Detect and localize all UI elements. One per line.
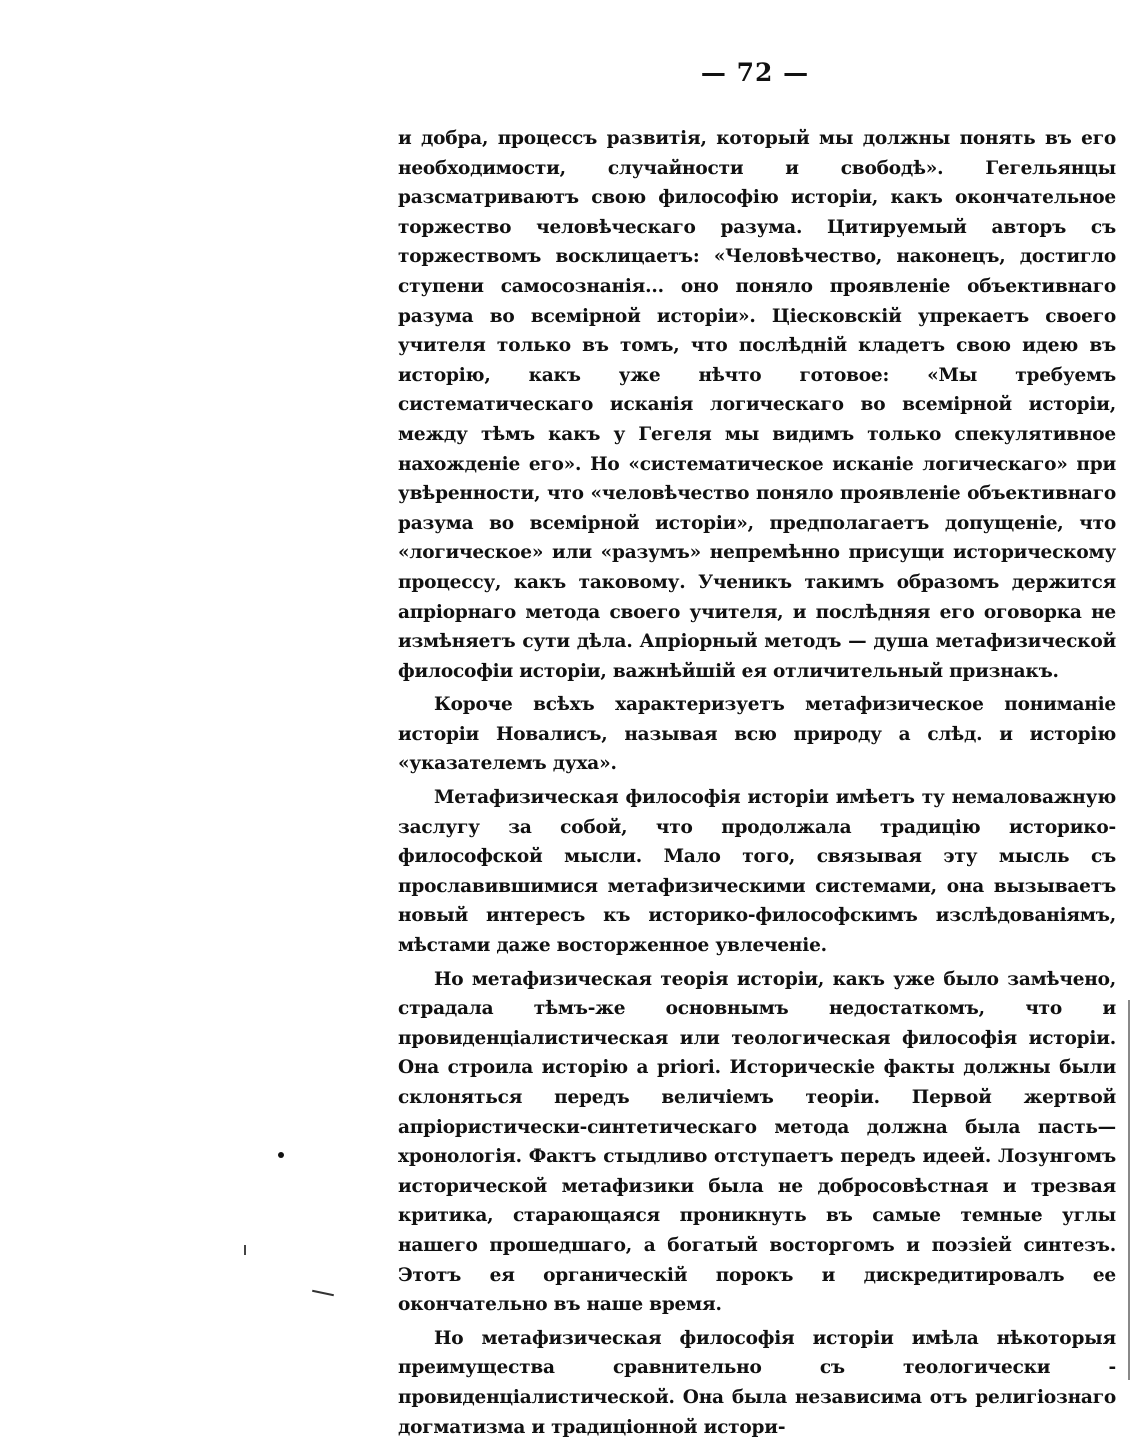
paragraph: Метафизическая философія исторіи имѣетъ ту немаловажную заслугу за собой, что продолжала традицію историко-философской мысли. Мало того, связывая эту мысль съ прославившимися метафизическими системами, она вызываетъ новый интересъ къ историко-философскимъ изслѣдованіямъ, мѣстами даже восторженное увлеченіе.	[398, 787, 1116, 957]
paragraph: Но метафизическая теорія исторіи, какъ уже было замѣчено, страдала тѣмъ-же основнымъ недостаткомъ, что и провиденціалистическая или теологическая философія исторіи. Она строила исторію a priori. Историческіе факты должны были склоняться передъ величіемъ теоріи. Первой жертвой апріористически-синтетическаго метода должна была пасть—хронологія. Фактъ стыдливо отступаетъ передъ идеей. Лозунгомъ исторической метафизики была не добросовѣстная и трезвая критика, старающаяся проникнуть въ самые темные углы нашего прошедшаго, а богатый восторгомъ и поэзіей синтезъ. Этотъ ея органическій порокъ и дискредитировалъ ее окончательно въ наше время.	[398, 968, 1116, 1316]
paragraph: Короче всѣхъ характеризуетъ метафизическое пониманіе исторіи Новалисъ, называя всю природу а слѣд. и исторію «указателемъ духа».	[398, 694, 1116, 775]
margin-dot	[278, 1152, 284, 1158]
paragraph: и добра, процессъ развитія, который мы должны понять въ его необходимости, случайности и свободѣ». Гегельянцы разсматриваютъ свою философію исторіи, какъ окончательное торжество человѣческаго разума. Цитируемый авторъ съ торжествомъ восклицаетъ: «Человѣчество, наконецъ, достигло ступени самосознанія... оно поняло проявленіе объективнаго разума во всемірной исторіи». Ціесковскій упрекаетъ своего учителя только въ томъ, что послѣдній кладетъ свою идею въ исторію, какъ уже нѣчто готовое: «Мы требуемъ систематическаго исканія логическаго во всемірной исторіи, между тѣмъ какъ у Гегеля мы видимъ только спекулятивное нахожденіе его». Но «систематическое исканіе логическаго» при увѣренности, что «человѣчество поняло проявленіе объективнаго разума во всемірной исторіи», предполагаетъ допущеніе, что «логическое» или «разумъ» непремѣнно присущи историческому процессу, какъ таковому. Ученикъ такимъ образомъ держится апріорнаго метода своего учителя, и послѣдняя его оговорка не измѣняетъ сути дѣла. Апріорный методъ — душа метафизической философіи исторіи, важнѣйшій ея отличительный признакъ.	[398, 128, 1116, 682]
text-block	[398, 124, 1116, 1442]
right-edge-line	[1128, 1000, 1130, 1380]
margin-stroke	[312, 1290, 334, 1297]
margin-tick	[244, 1245, 246, 1255]
paragraph: Но метафизическая философія исторіи имѣла нѣкоторыя преимущества сравнительно съ теологически - провиденціалистической. Она была независима отъ религіознаго догматизма и традиціонной истори-	[398, 1327, 1116, 1438]
page-number: — 72 —	[700, 58, 810, 87]
